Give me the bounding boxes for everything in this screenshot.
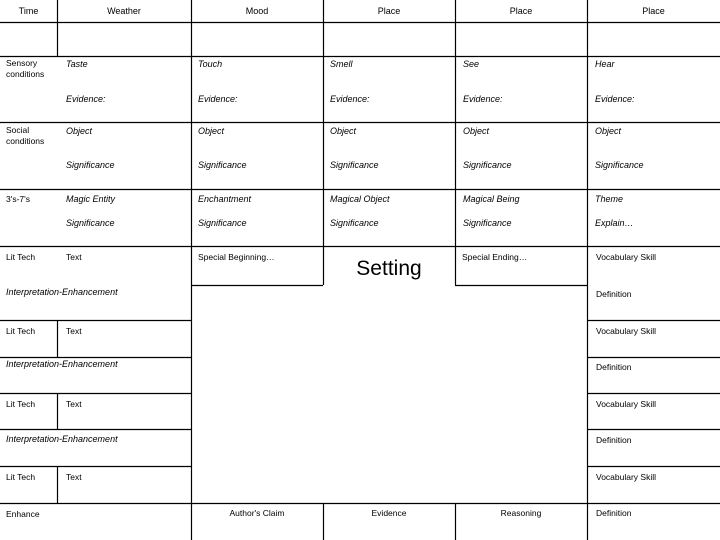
text-label: Text: [66, 326, 82, 336]
vocabulary-skill-label: Vocabulary Skill: [596, 472, 657, 482]
sense-hear: Hear: [595, 59, 615, 69]
special-ending-label: Special Ending…: [462, 252, 528, 262]
explain-label: Explain…: [595, 218, 634, 228]
significance-label: Significance: [66, 218, 115, 228]
significance-label: Significance: [463, 218, 512, 228]
significance-label: Significance: [198, 160, 247, 170]
enchantment-label: Enchantment: [198, 194, 252, 204]
vocabulary-skill-label: Vocabulary Skill: [596, 399, 657, 409]
evidence-label: Evidence:: [198, 94, 238, 104]
evidence-label: Evidence:: [463, 94, 503, 104]
significance-label: Significance: [198, 218, 247, 228]
sensory-conditions-label: Sensory conditions: [6, 58, 45, 79]
significance-label: Significance: [66, 160, 115, 170]
evidence-footer-label: Evidence: [371, 508, 407, 518]
definition-label: Definition: [596, 289, 632, 299]
object-label: Object: [463, 126, 490, 136]
object-label: Object: [330, 126, 357, 136]
enhance-label: Enhance: [6, 509, 40, 519]
magical-being-label: Magical Being: [463, 194, 520, 204]
definition-label: Definition: [596, 362, 632, 372]
object-label: Object: [66, 126, 93, 136]
object-label: Object: [198, 126, 225, 136]
magical-object-label: Magical Object: [330, 194, 390, 204]
interpretation-enhancement-label: Interpretation-Enhancement: [6, 434, 118, 444]
reasoning-label: Reasoning: [500, 508, 542, 518]
header-weather: Weather: [107, 6, 141, 16]
evidence-label: Evidence:: [66, 94, 106, 104]
header-place-2: Place: [509, 6, 533, 16]
setting-title: Setting: [356, 257, 422, 280]
threes-sevens-label: 3's-7's: [6, 194, 31, 204]
lit-tech-label: Lit Tech: [6, 399, 36, 409]
lit-tech-label: Lit Tech: [6, 326, 36, 336]
sense-see: See: [463, 59, 480, 69]
lit-tech-label: Lit Tech: [6, 472, 36, 482]
definition-label: Definition: [596, 435, 632, 445]
text-label: Text: [66, 252, 82, 262]
magic-entity-label: Magic Entity: [66, 194, 116, 204]
text-label: Text: [66, 399, 82, 409]
header-place-3: Place: [642, 6, 665, 16]
authors-claim-label: Author's Claim: [229, 508, 285, 518]
sense-touch: Touch: [198, 59, 223, 69]
definition-label: Definition: [596, 508, 632, 518]
sense-smell: Smell: [330, 59, 353, 69]
object-label: Object: [595, 126, 622, 136]
header-time: Time: [18, 6, 39, 16]
significance-label: Significance: [330, 218, 379, 228]
significance-label: Significance: [463, 160, 512, 170]
evidence-label: Evidence:: [595, 94, 635, 104]
interpretation-enhancement-label: Interpretation-Enhancement: [6, 359, 118, 369]
evidence-label: Evidence:: [330, 94, 370, 104]
social-conditions-label: Social conditions: [6, 125, 45, 146]
significance-label: Significance: [595, 160, 644, 170]
sense-taste: Taste: [66, 59, 88, 69]
interpretation-enhancement-label: Interpretation-Enhancement: [6, 287, 118, 297]
lit-tech-label: Lit Tech: [6, 252, 36, 262]
special-beginning-label: Special Beginning…: [198, 252, 275, 262]
theme-label: Theme: [595, 194, 624, 204]
vocabulary-skill-label: Vocabulary Skill: [596, 326, 657, 336]
vocabulary-skill-label: Vocabulary Skill: [596, 252, 657, 262]
header-place-1: Place: [377, 6, 401, 16]
header-mood: Mood: [245, 6, 269, 16]
text-label: Text: [66, 472, 82, 482]
significance-label: Significance: [330, 160, 379, 170]
